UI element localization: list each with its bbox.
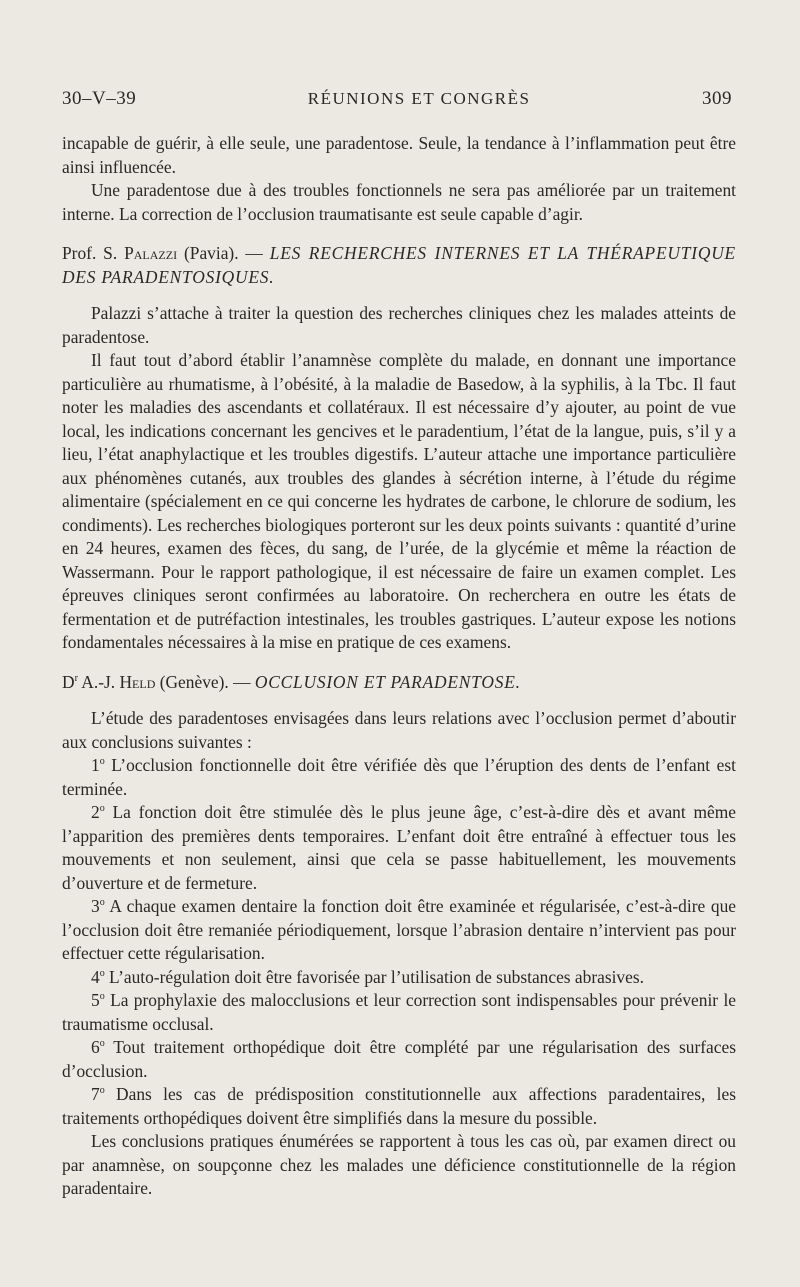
section-heading-held [62,671,736,695]
body-text [62,132,736,1201]
heading-prefix: D [62,671,75,692]
section-title: OCCLUSION ET PARADENTOSE. [254,671,521,692]
heading-prefix-rest: A.-J. [77,671,120,692]
paragraph: L’étude des paradentoses envisagées dans leurs relations avec l’occlusion permet d’aboutir aux conclusions suivantes : [62,708,736,752]
paragraph: Il faut tout d’abord établir l’anamnèse complète du malade, en donnant une importance particulière au rhumatisme, à l’obésité, à la maladie de Basedow, à la syphilis, à la Tbc. Il faut noter les maladies des ascendants et collatéraux. Il est nécessaire d’y ajouter, au point de vue local, les indications concernant les gencives et le paradentium, l’état de la langue, puis, s’il y a lieu, l’état anaphylactique et les troubles digestifs. L’auteur attache une importance particulière aux phénomènes cutanés, aux troubles des glandes à sécrétion interne, à l’étude du régime alimentaire (spécialement en ce qui concerne les hydrates de carbone, le chlorure de sodium, les condiments). Les recherches biologiques porteront sur les deux points suivants : quantité d’urine en 24 heures, examen des fèces, du sang, de l’urée, de la glycémie et même la réaction de Wassermann. Pour le rapport pathologique, il est nécessaire de faire un examen complet. Les épreuves cliniques seront confirmées au laboratoire. On recherchera en outre les états de fermentation et de putréfaction intestinales, les troubles gastriques. L’auteur expose les notions fondamentales nécessaires à la mise en pratique de ces examens. [62,350,736,652]
page-number: 309 [702,88,732,109]
paragraph: Une paradentose due à des troubles fonctionnels ne sera pas améliorée par un traitement interne. La correction de l’occlusion traumatisante est seule capable d’agir. [62,180,736,224]
list-item: 2$^o$ La fonction doit être stimulée dès le plus jeune âge, c’est-à-dire dès et avant même l’apparition des premières dents temporaires. L’enfant doit être entraîné à effectuer tous les mouvements et non seulement, ainsi que cela se passe habituellement, les mouvements d’ouverture et de fermeture. [62,802,736,893]
section-title: LES RECHERCHES INTERNES ET LA THÉRAPEUTIQUE DES PARADENTOSIQUES. [62,243,736,287]
running-header [62,88,732,110]
author-name: Held [119,671,156,692]
heading-place: (Pavia). — [177,243,270,263]
paragraph: Les conclusions pratiques énumérées se rapportent à tous les cas où, par examen direct ou par anamnèse, on soupçonne chez les malades une déficience constitutionnelle de la région paradentaire. [62,1131,736,1198]
list-item: 1$^o$ L’occlusion fonctionnelle doit être vérifiée dès que l’éruption des dents de l’enfant est terminée. [62,755,736,799]
author-name: Palazzi [124,243,178,263]
issue-date: 30–V–39 [62,88,137,109]
list-item: 4$^o$ L’auto-régulation doit être favorisée par l’utilisation de substances abrasives. [91,966,644,987]
section-heading-palazzi [62,242,736,289]
heading-place: (Genève). — [155,671,255,692]
paragraph: incapable de guérir, à elle seule, une paradentose. Seule, la tendance à l’inflammation peut être ainsi influencée. [62,133,736,177]
running-title: RÉUNIONS ET CONGRÈS [307,89,531,108]
list-item: 7$^o$ Dans les cas de prédisposition constitutionnelle aux affections paradentaires, les traitements orthopédiques doivent être simplifiés dans la mesure du possible. [62,1084,736,1128]
heading-prefix: Prof. S. [62,243,125,263]
heading-prefix-sup: r [74,672,78,684]
paragraph: Palazzi s’attache à traiter la question des recherches cliniques chez les malades atteints de paradentose. [62,303,736,347]
list-item: 3$^o$ A chaque examen dentaire la fonction doit être examinée et régularisée, c’est-à-dire que l’occlusion doit être remaniée périodiquement, lorsque l’abrasion dentaire n’intervient pas pour effectuer cette régularisation. [62,896,736,963]
list-item: 5$^o$ La prophylaxie des malocclusions et leur correction sont indispensables pour prévenir le traumatisme occlusal. [62,990,736,1034]
list-item: 6$^o$ Tout traitement orthopédique doit être complété par une régularisation des surfaces d’occlusion. [62,1037,736,1081]
